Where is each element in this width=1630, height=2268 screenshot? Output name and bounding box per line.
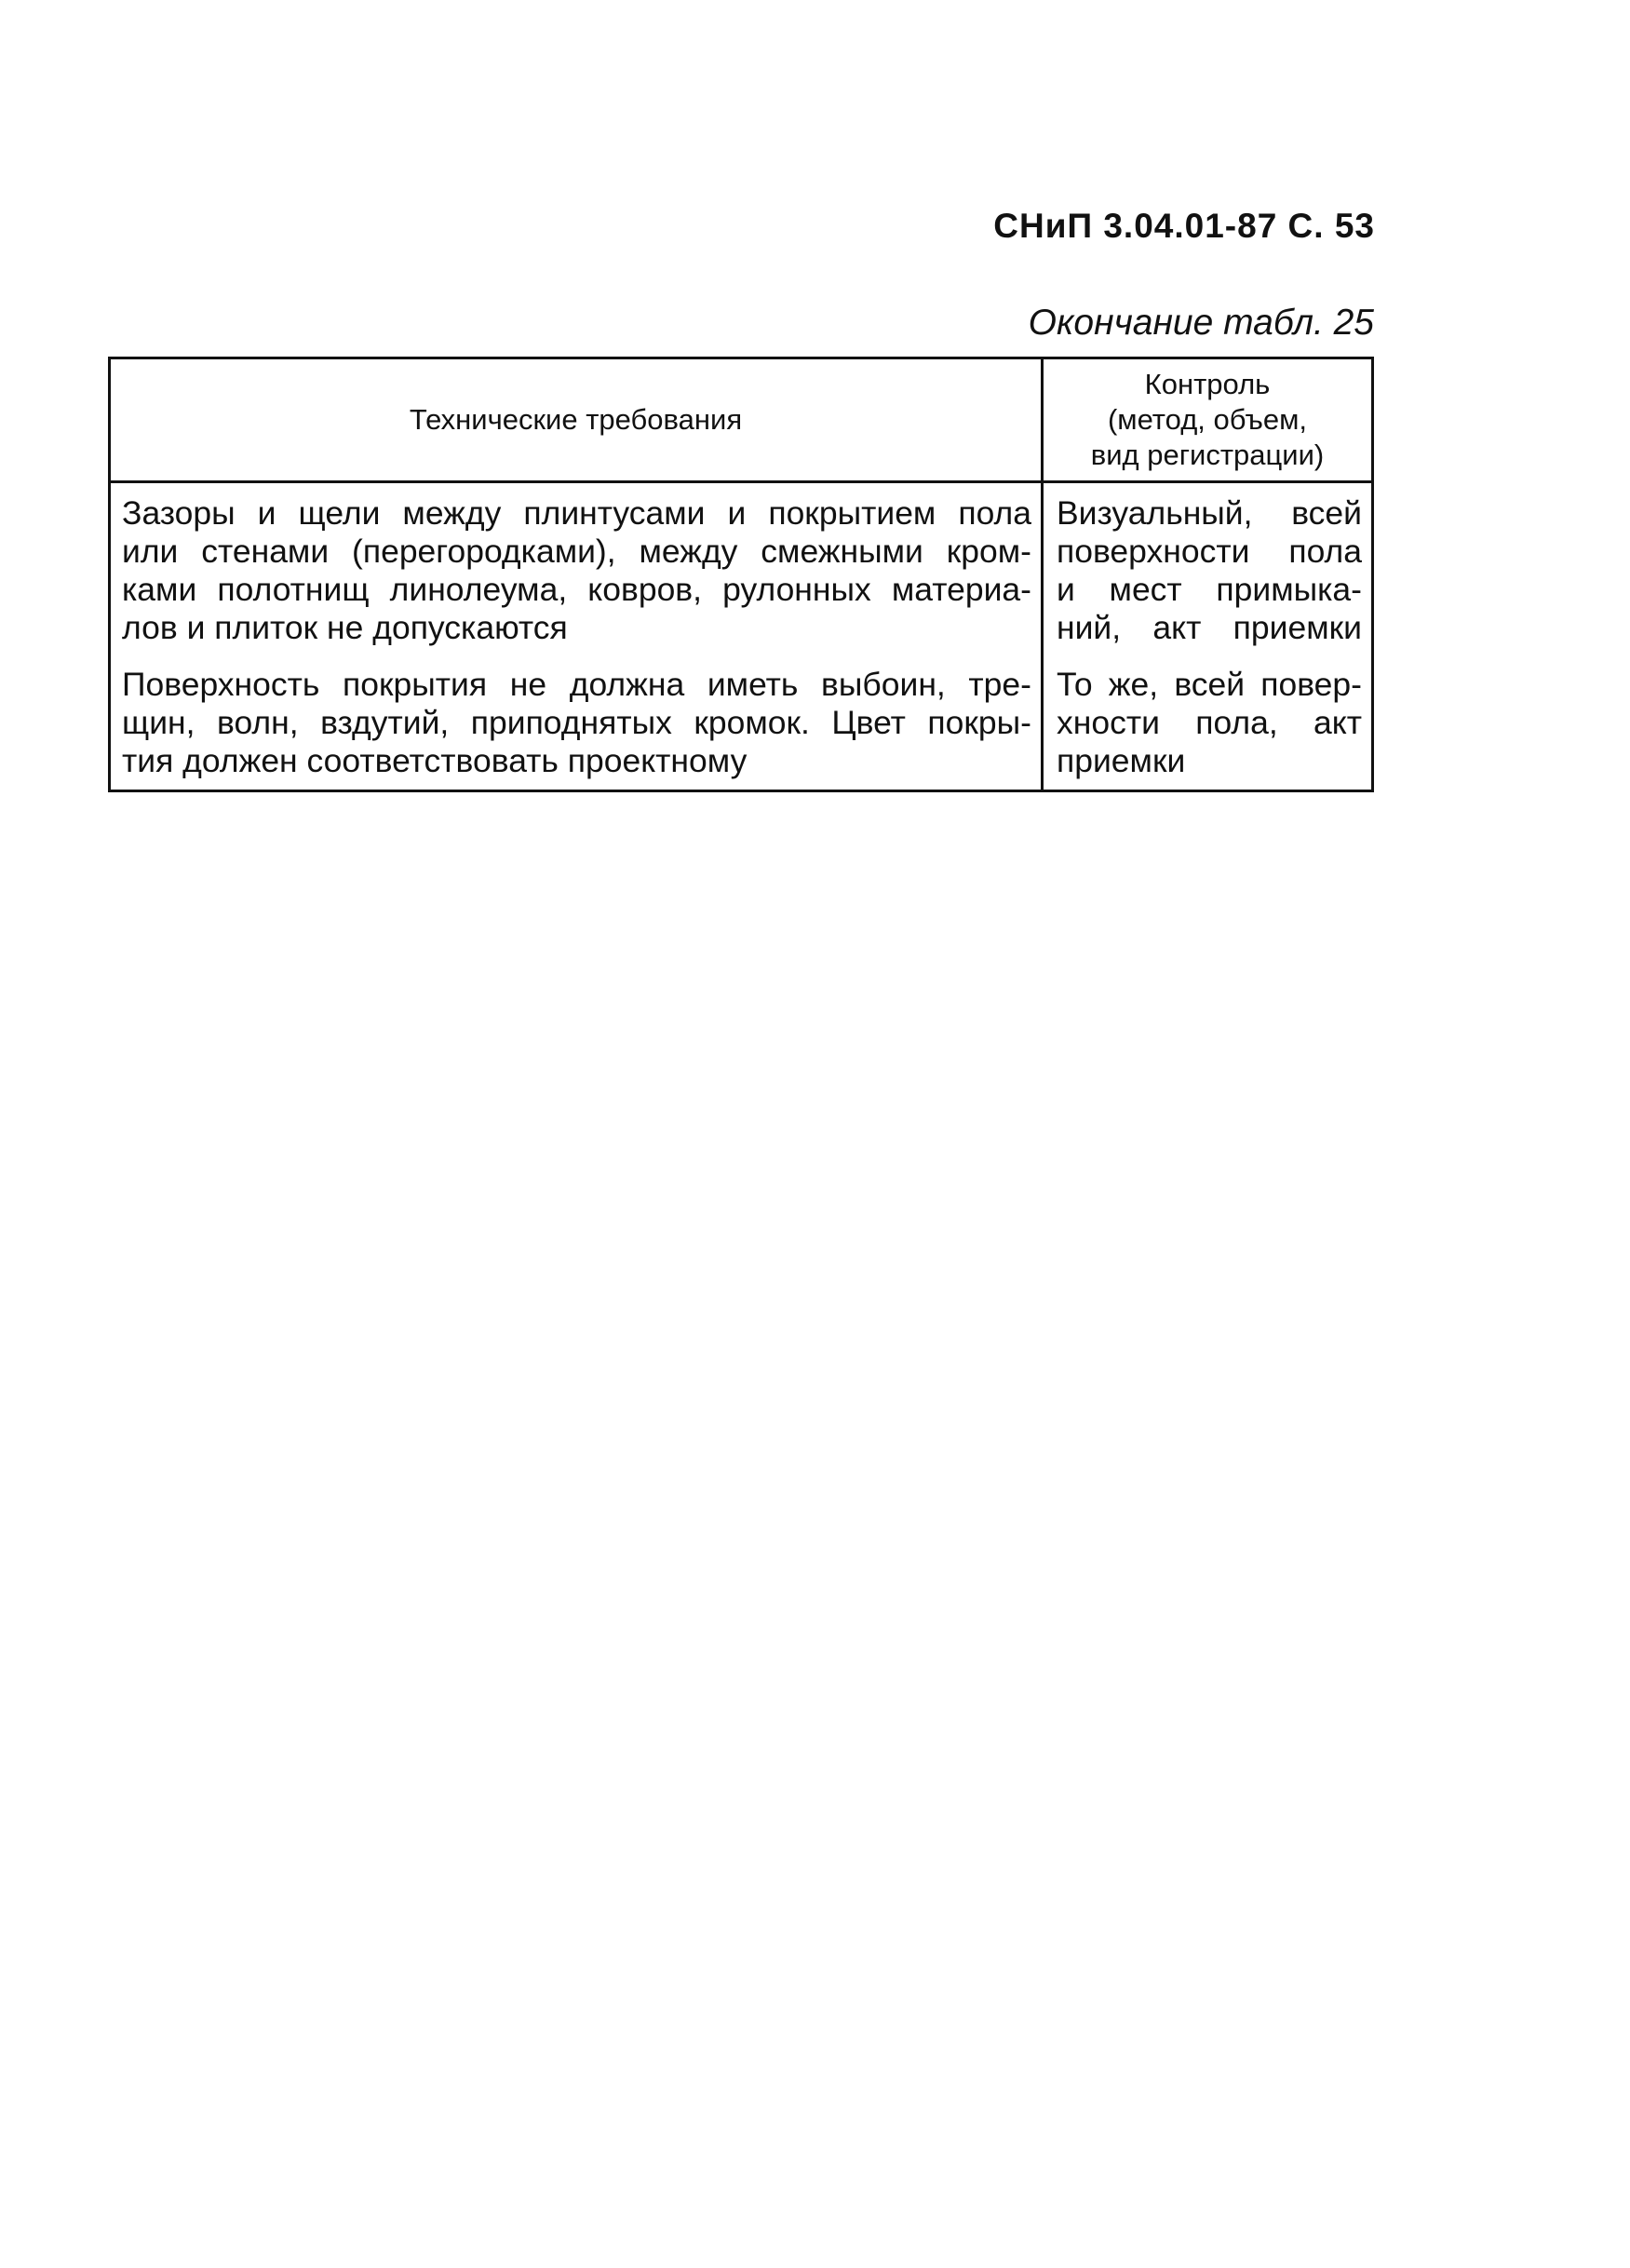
table-row xyxy=(110,666,1373,791)
cell-text-line: тия должен соответствовать проектному xyxy=(122,742,748,779)
cell-text-line: ний, акт приемки xyxy=(1057,609,1362,646)
column-header-control-line: Контроль xyxy=(1144,368,1271,400)
cell-text-line: приемки xyxy=(1057,742,1186,779)
document-reference-header: СНиП 3.04.01-87 С. 53 xyxy=(993,207,1375,245)
cell-text-line: поверхности пола xyxy=(1057,533,1362,570)
table-caption: Окончание табл. 25 xyxy=(1028,303,1374,343)
requirement-cell xyxy=(110,482,1043,667)
cell-text-line: ками полотнищ линолеума, ковров, рулонных материа- xyxy=(122,571,1031,608)
column-header-requirements: Технические требования xyxy=(110,358,1043,482)
cell-text-line: хности пола, акт xyxy=(1057,704,1362,741)
table-row xyxy=(110,482,1373,667)
cell-text-line: и мест примыка- xyxy=(1057,571,1362,608)
cell-text-line: Зазоры и щели между плинтусами и покрытием пола xyxy=(122,494,1031,532)
cell-text-line: щин, волн, вздутий, приподнятых кромок. Цвет покры- xyxy=(122,704,1031,741)
column-header-control-line: вид регистрации) xyxy=(1090,439,1325,471)
control-cell xyxy=(1043,482,1373,667)
cell-text-line: То же, всей повер- xyxy=(1057,666,1362,703)
column-header-control xyxy=(1043,358,1373,482)
column-header-control-line: (метод, объем, xyxy=(1107,403,1308,436)
cell-text-line: Поверхность покрытия не должна иметь выбоин, тре- xyxy=(122,666,1031,703)
cell-text-line: лов и плиток не допускаются xyxy=(122,609,568,646)
cell-text-line: Визуальный, всей xyxy=(1057,494,1362,532)
requirement-cell xyxy=(110,666,1043,791)
table-header-row xyxy=(110,358,1373,482)
cell-text-line: или стенами (перегородками), между смежными кром- xyxy=(122,533,1031,570)
control-cell xyxy=(1043,666,1373,791)
technical-requirements-table xyxy=(108,357,1374,792)
